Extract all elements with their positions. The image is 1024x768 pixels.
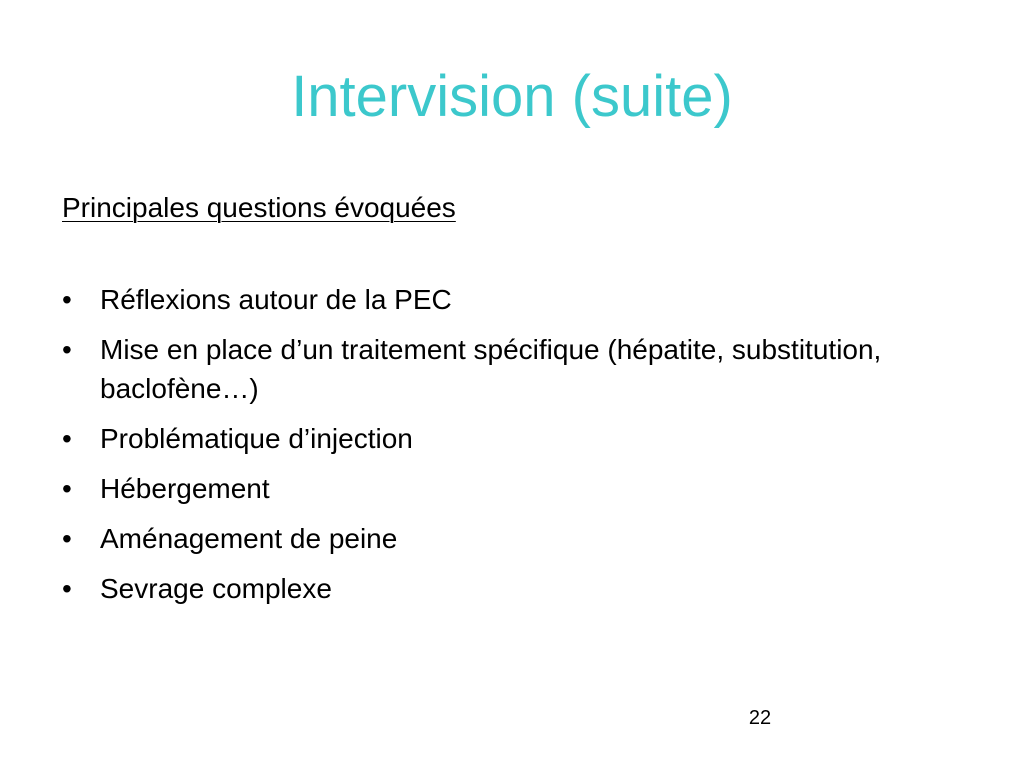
bullet-text: Problématique d’injection [100, 423, 413, 454]
bullet-text: Mise en place d’un traitement spécifique (hépatite, substitution, baclofène…) [100, 334, 882, 404]
bullet-marker: • [62, 284, 72, 315]
bullet-marker: • [62, 423, 72, 454]
bullet-item [62, 569, 922, 608]
bullet-list [62, 280, 922, 619]
bullet-text: Hébergement [100, 473, 270, 504]
bullet-text: Sevrage complexe [100, 573, 332, 604]
bullet-text: Aménagement de peine [100, 523, 398, 554]
bullet-text: Réflexions autour de la PEC [100, 284, 452, 315]
bullet-marker: • [62, 473, 72, 504]
bullet-item [62, 469, 922, 508]
slide-title: Intervision (suite) [291, 64, 733, 129]
bullet-item [62, 419, 922, 458]
page-number: 22 [748, 707, 772, 729]
bullet-marker: • [62, 523, 72, 554]
bullet-marker: • [62, 573, 72, 604]
bullet-item [62, 280, 922, 319]
bullet-item [62, 330, 922, 408]
bullet-item [62, 519, 922, 558]
slide-subtitle: Principales questions évoquées [62, 192, 456, 223]
bullet-marker: • [62, 334, 72, 365]
